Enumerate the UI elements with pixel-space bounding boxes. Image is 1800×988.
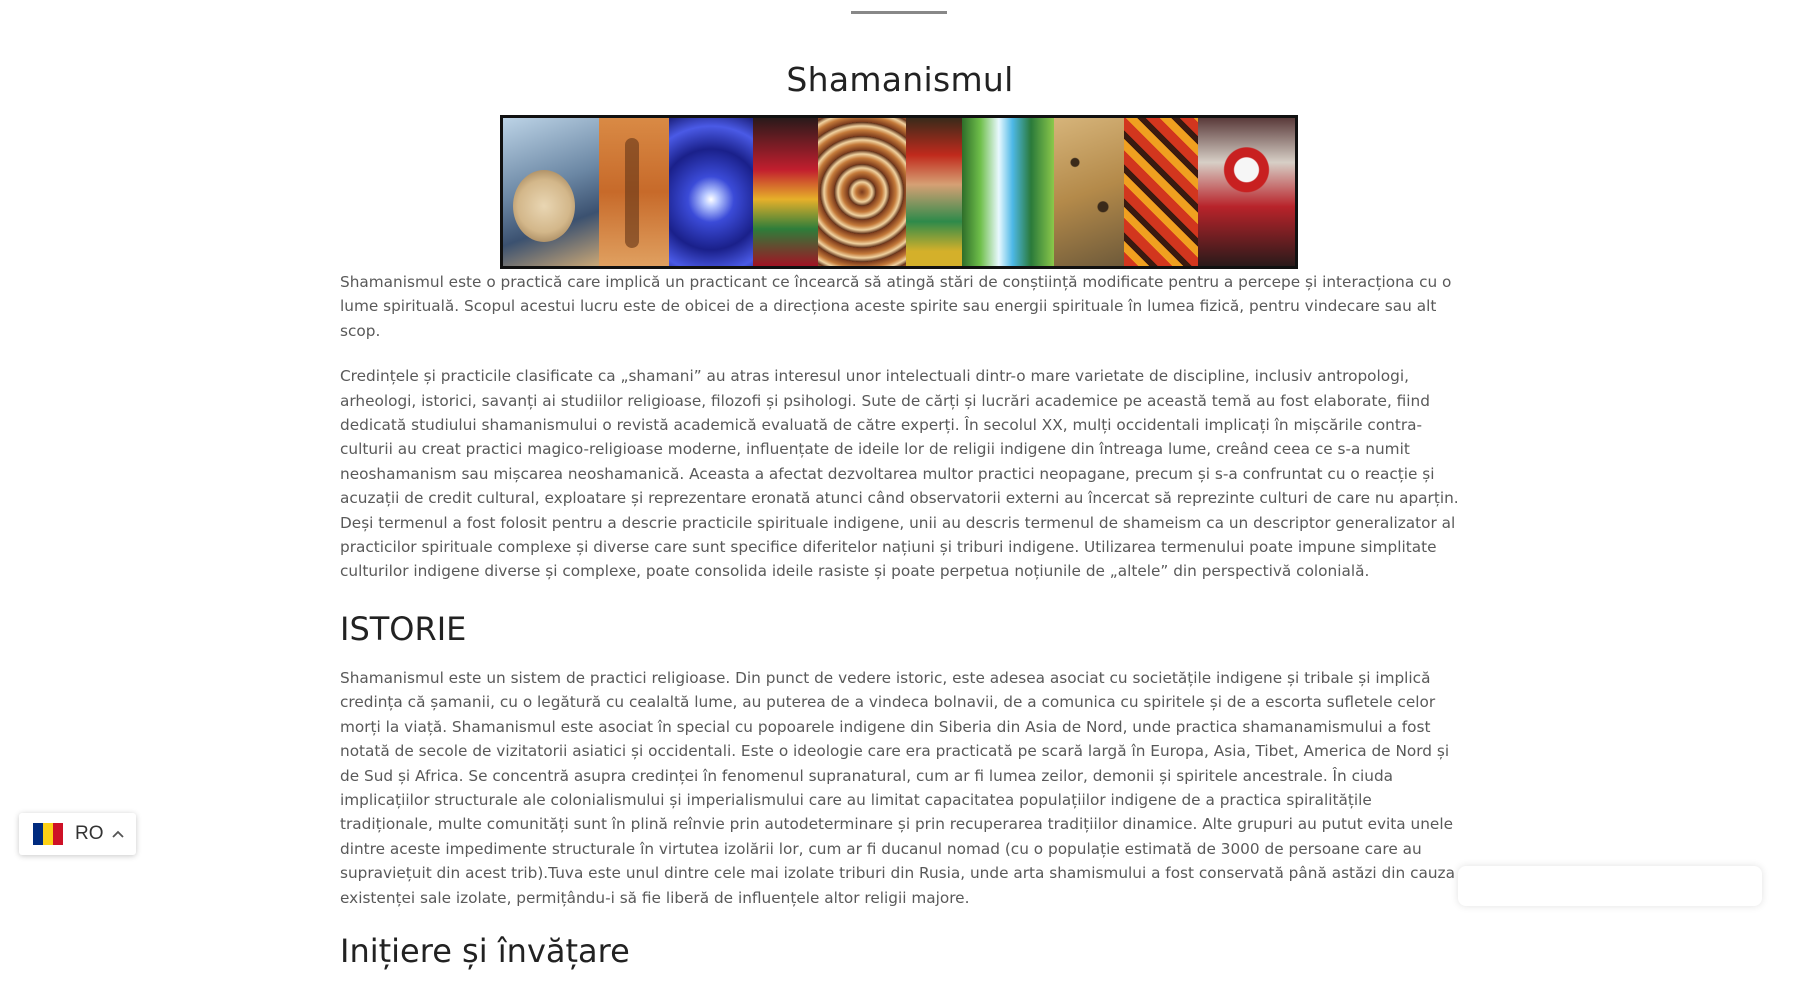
banner-panel-dancer bbox=[753, 118, 818, 266]
banner-panel-mask bbox=[1198, 118, 1295, 266]
banner-panel-leopard bbox=[1054, 118, 1124, 266]
article-content bbox=[340, 270, 1460, 988]
chevron-up-icon bbox=[111, 827, 125, 841]
banner-panel-rock-art bbox=[599, 118, 669, 266]
banner-image bbox=[500, 115, 1298, 269]
top-divider bbox=[851, 11, 947, 14]
banner-panel-waterfall bbox=[962, 118, 1054, 266]
flag-stripe-blue bbox=[33, 823, 43, 845]
intro-paragraph-2: Credințele și practicile clasificate ca „shamani” au atras interesul unor intelectuali dintr-o mare varietate de discipline, inclusiv antropologi, arheologi, istorici, savanți ai studiilor religioase, filozofi și psihologi. Sute de cărți și lucrări academice pe această temă au fost elaborate, fiind dedicată studiului shamanismului o revistă academică evaluată de către experți. În secolul XX, mulți occidentali implicați în mișcările contra-culturii au creat practici magico-religioase moderne, influențate de ideile lor de religii indigene din întreaga lume, creând ceea ce s-a numit neoshamanism sau mișcarea neoshamanică. Aceasta a afectat dezvoltarea multor practici neopagane, precum și s-a confruntat cu o reacție și acuzații de credit cultural, exploatare și reprezentare eronată atunci când observatorii externi au încercat să reprezinte culturi de care nu aparțin. Deși termenul a fost folosit pentru a descrie practicile spirituale indigene, unii au descris termenul de shameism ca un descriptor generalizator al practicilor spirituale complexe și diverse care sunt specifice diferitelor națiuni și triburi indigene. Utilizarea termenului poate impune simplitate culturilor indigene diverse și complexe, poate consolida ideile rasiste și poate perpetua noțiunile de „altele” din perspectivă colonială. bbox=[340, 367, 1459, 581]
banner-panel-pattern bbox=[1124, 118, 1198, 266]
intro-paragraph-1: Shamanismul este o practică care implică un practicant ce încearcă să atingă stări de conștiință modificate pentru a percepe și interacționa cu o lume spirituală. Scopul acestui lucru este de obicei de a direcționa aceste spirite sau energii spirituale în lumea fizică, pentru vindecare sau alt scop. bbox=[340, 273, 1452, 340]
banner-panel-tribal-face bbox=[906, 118, 962, 266]
language-code: RO bbox=[75, 823, 104, 844]
corner-widget[interactable] bbox=[1458, 866, 1762, 906]
page-title: Shamanismul bbox=[786, 60, 1014, 99]
banner-panel-ornament bbox=[818, 118, 906, 266]
history-heading: ISTORIE bbox=[340, 609, 467, 648]
banner-panel-blue-mandala bbox=[669, 118, 753, 266]
flag-stripe-red bbox=[53, 823, 63, 845]
history-paragraph: Shamanismul este un sistem de practici religioase. Din punct de vedere istoric, este adesea asociat cu societățile indigene și tribale și implică credința că șamanii, cu o legătură cu cealaltă lume, au puterea de a vindeca bolnavii, de a comunica cu spiritele și de a escorta sufletele celor morți la viață. Shamanismul este asociat în special cu popoarele indigene din Siberia din Asia de Nord, unde practica shamanamismului a fost notată de secole de vizitatorii asiatici și occidentali. Este o ideologie care era practicată pe scară largă în Europa, Asia, Tibet, America de Nord și de Sud și Africa. Se concentră asupra credinței în fenomenul supranatural, cum ar fi lumea zeilor, demonii și spiritele ancestrale. În ciuda implicațiilor structurale ale colonialismului și imperialismului care au limitat capacitatea populațiilor indigene de a practica spiralitățile tradiționale, multe comunități sunt în plină reînvie prin autodeterminare și prin recuperarea tradițiilor dinamice. Alte grupuri au putut evita unele dintre aceste impedimente structurale în virtutea izolării lor, cum ar fi ducanul nomad (cu o populație estimată de 3000 de persoane care au supraviețuit din acest trib).Tuva este unul dintre cele mai izolate triburi din Rusia, unde arta shamismului a fost conservată până astăzi din cauza existenței sale izolate, permițându-i să fie liberă de influențele altor religii majore. bbox=[340, 668, 1455, 907]
banner-panel-drum bbox=[503, 118, 599, 266]
initiation-heading: Inițiere și învățare bbox=[340, 931, 630, 970]
romania-flag-icon bbox=[33, 823, 63, 845]
language-switcher[interactable] bbox=[19, 813, 136, 855]
flag-stripe-yellow bbox=[43, 823, 53, 845]
